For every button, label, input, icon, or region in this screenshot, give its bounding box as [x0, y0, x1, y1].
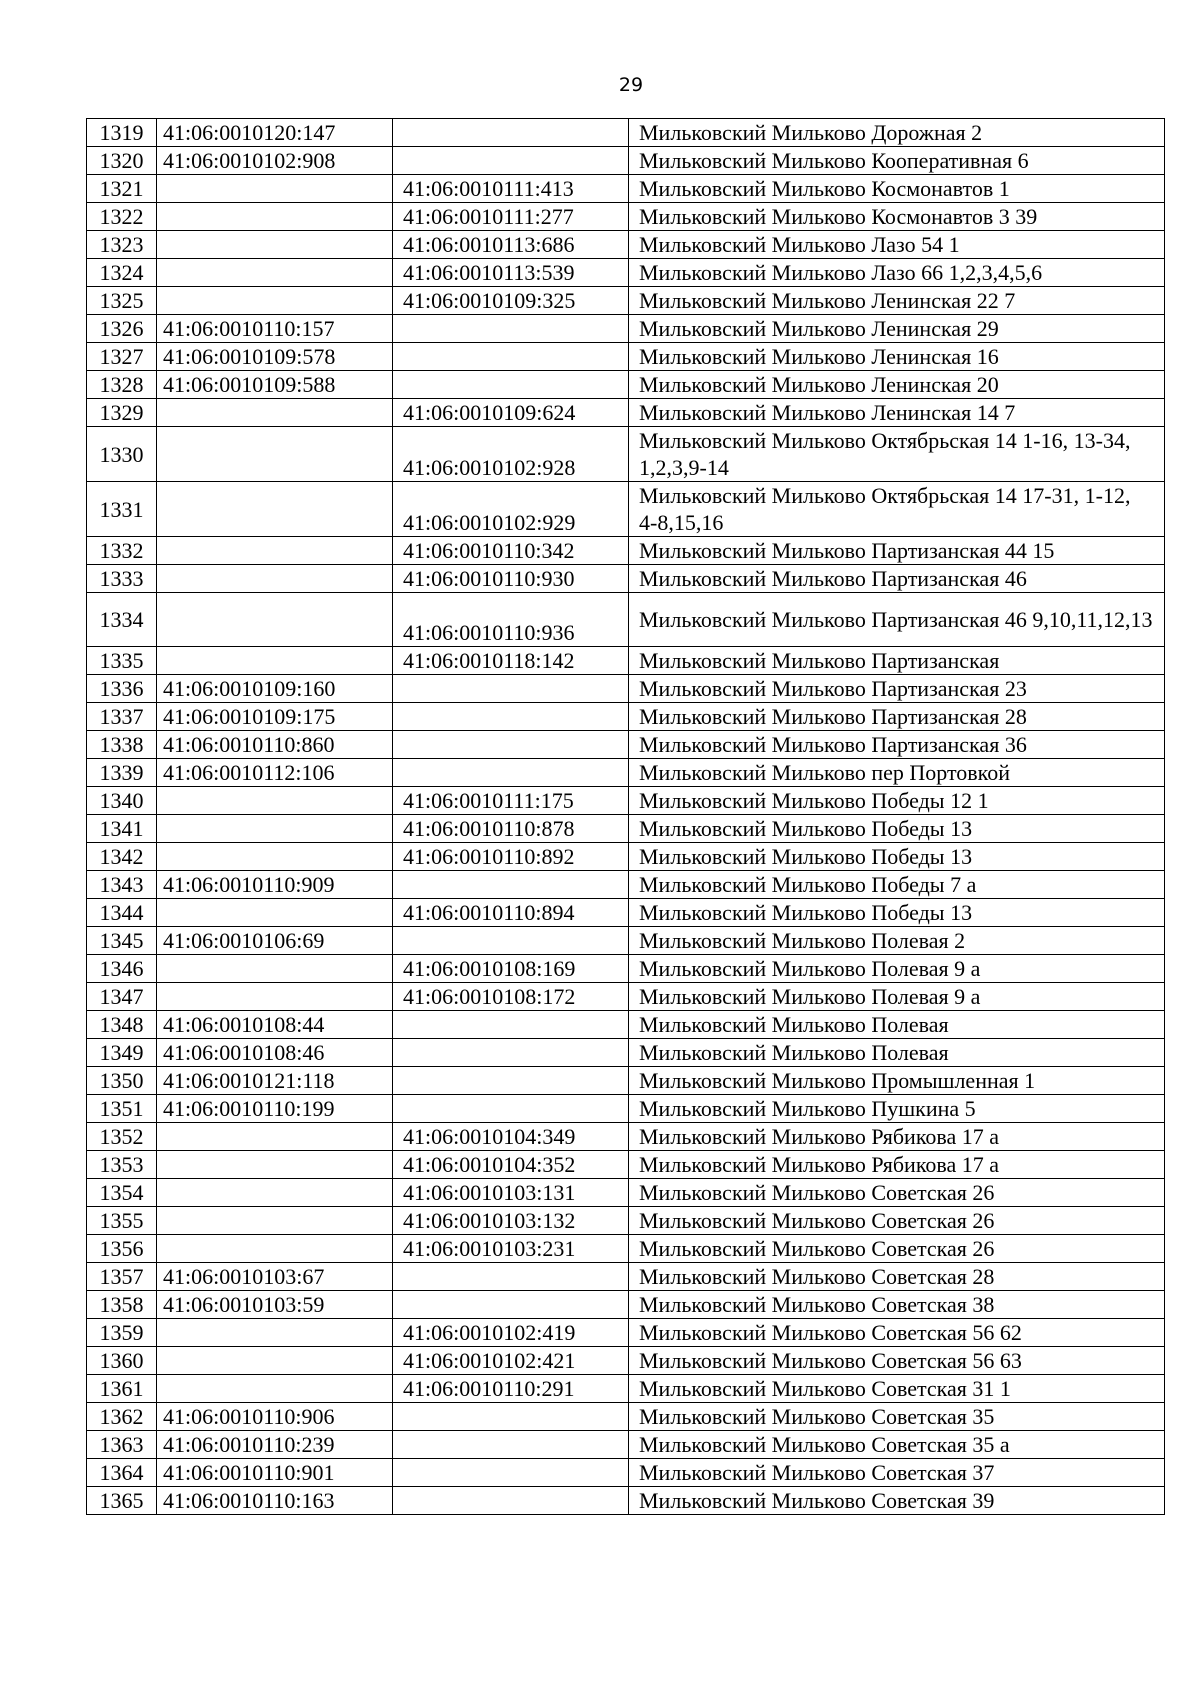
cadastral-number-cell — [157, 1319, 393, 1347]
cadastral-number-cell: 41:06:0010110:860 — [157, 731, 393, 759]
object-cadastral-number-cell: 41:06:0010109:624 — [393, 399, 629, 427]
row-number-cell: 1337 — [87, 703, 157, 731]
address-cell: Мильковский Мильково Лазо 54 1 — [629, 231, 1165, 259]
address-cell: Мильковский Мильково Ленинская 14 7 — [629, 399, 1165, 427]
object-cadastral-number-cell — [393, 1039, 629, 1067]
object-cadastral-number-cell: 41:06:0010110:936 — [393, 593, 629, 647]
row-number-cell: 1329 — [87, 399, 157, 427]
address-cell: Мильковский Мильково Ленинская 22 7 — [629, 287, 1165, 315]
address-cell: Мильковский Мильково Советская 56 62 — [629, 1319, 1165, 1347]
cadastral-number-cell: 41:06:0010110:239 — [157, 1431, 393, 1459]
table-row — [87, 1151, 1165, 1179]
row-number-cell: 1342 — [87, 843, 157, 871]
cadastral-number-cell: 41:06:0010110:906 — [157, 1403, 393, 1431]
object-cadastral-number-cell — [393, 1011, 629, 1039]
address-cell: Мильковский Мильково Партизанская 23 — [629, 675, 1165, 703]
address-cell: Мильковский Мильково Советская 37 — [629, 1459, 1165, 1487]
row-number-cell: 1364 — [87, 1459, 157, 1487]
row-number-cell: 1365 — [87, 1487, 157, 1515]
cadastral-number-cell — [157, 815, 393, 843]
table-row — [87, 899, 1165, 927]
address-cell: Мильковский Мильково Победы 13 — [629, 899, 1165, 927]
table-row — [87, 1067, 1165, 1095]
row-number-cell: 1345 — [87, 927, 157, 955]
table-row — [87, 343, 1165, 371]
object-cadastral-number-cell — [393, 1403, 629, 1431]
address-cell: Мильковский Мильково Победы 13 — [629, 815, 1165, 843]
object-cadastral-number-cell — [393, 675, 629, 703]
object-cadastral-number-cell — [393, 1431, 629, 1459]
cadastral-number-cell — [157, 593, 393, 647]
table-row — [87, 537, 1165, 565]
address-cell: Мильковский Мильково Космонавтов 1 — [629, 175, 1165, 203]
row-number-cell: 1357 — [87, 1263, 157, 1291]
table-row — [87, 759, 1165, 787]
cadastral-number-cell — [157, 1123, 393, 1151]
table-row — [87, 231, 1165, 259]
row-number-cell: 1323 — [87, 231, 157, 259]
address-cell: Мильковский Мильково Полевая — [629, 1011, 1165, 1039]
cadastral-number-cell — [157, 482, 393, 537]
row-number-cell: 1350 — [87, 1067, 157, 1095]
cadastral-number-cell — [157, 1347, 393, 1375]
row-number-cell: 1332 — [87, 537, 157, 565]
table-row — [87, 787, 1165, 815]
table-row — [87, 1179, 1165, 1207]
object-cadastral-number-cell — [393, 759, 629, 787]
object-cadastral-number-cell: 41:06:0010108:172 — [393, 983, 629, 1011]
row-number-cell: 1334 — [87, 593, 157, 647]
cadastral-number-cell: 41:06:0010112:106 — [157, 759, 393, 787]
row-number-cell: 1335 — [87, 647, 157, 675]
address-cell: Мильковский Мильково Ленинская 29 — [629, 315, 1165, 343]
registry-table — [86, 118, 1165, 1515]
cadastral-number-cell: 41:06:0010103:59 — [157, 1291, 393, 1319]
row-number-cell: 1363 — [87, 1431, 157, 1459]
table-row — [87, 815, 1165, 843]
address-cell: Мильковский Мильково Советская 26 — [629, 1235, 1165, 1263]
table-row — [87, 983, 1165, 1011]
table-row — [87, 1123, 1165, 1151]
table-row — [87, 1207, 1165, 1235]
object-cadastral-number-cell: 41:06:0010102:421 — [393, 1347, 629, 1375]
row-number-cell: 1322 — [87, 203, 157, 231]
object-cadastral-number-cell: 41:06:0010113:686 — [393, 231, 629, 259]
row-number-cell: 1336 — [87, 675, 157, 703]
object-cadastral-number-cell: 41:06:0010111:277 — [393, 203, 629, 231]
cadastral-number-cell — [157, 1235, 393, 1263]
object-cadastral-number-cell: 41:06:0010110:894 — [393, 899, 629, 927]
address-cell: Мильковский Мильково Рябикова 17 а — [629, 1123, 1165, 1151]
cadastral-number-cell: 41:06:0010108:46 — [157, 1039, 393, 1067]
table-row — [87, 731, 1165, 759]
table-row — [87, 1375, 1165, 1403]
address-cell: Мильковский Мильково Ленинская 20 — [629, 371, 1165, 399]
row-number-cell: 1330 — [87, 427, 157, 482]
table-row — [87, 593, 1165, 647]
object-cadastral-number-cell: 41:06:0010110:342 — [393, 537, 629, 565]
row-number-cell: 1358 — [87, 1291, 157, 1319]
cadastral-number-cell — [157, 1179, 393, 1207]
object-cadastral-number-cell — [393, 119, 629, 147]
table-row — [87, 1459, 1165, 1487]
table-row — [87, 1095, 1165, 1123]
address-cell: Мильковский Мильково Октябрьская 14 1-16, 13-34, 1,2,3,9-14 — [629, 427, 1165, 482]
address-cell: Мильковский Мильково Космонавтов 3 39 — [629, 203, 1165, 231]
table-row — [87, 1403, 1165, 1431]
address-cell: Мильковский Мильково Кооперативная 6 — [629, 147, 1165, 175]
cadastral-number-cell: 41:06:0010109:175 — [157, 703, 393, 731]
table-row — [87, 1235, 1165, 1263]
table-row — [87, 203, 1165, 231]
address-cell: Мильковский Мильково Партизанская 44 15 — [629, 537, 1165, 565]
cadastral-number-cell: 41:06:0010110:909 — [157, 871, 393, 899]
cadastral-number-cell — [157, 203, 393, 231]
cadastral-number-cell — [157, 565, 393, 593]
object-cadastral-number-cell — [393, 927, 629, 955]
cadastral-number-cell — [157, 843, 393, 871]
registry-table-body — [87, 119, 1165, 1515]
row-number-cell: 1338 — [87, 731, 157, 759]
address-cell: Мильковский Мильково Партизанская — [629, 647, 1165, 675]
address-cell: Мильковский Мильково Партизанская 28 — [629, 703, 1165, 731]
object-cadastral-number-cell: 41:06:0010103:231 — [393, 1235, 629, 1263]
row-number-cell: 1359 — [87, 1319, 157, 1347]
object-cadastral-number-cell: 41:06:0010113:539 — [393, 259, 629, 287]
row-number-cell: 1327 — [87, 343, 157, 371]
object-cadastral-number-cell — [393, 371, 629, 399]
cadastral-number-cell: 41:06:0010109:578 — [157, 343, 393, 371]
row-number-cell: 1319 — [87, 119, 157, 147]
cadastral-number-cell: 41:06:0010120:147 — [157, 119, 393, 147]
cadastral-number-cell — [157, 1207, 393, 1235]
table-row — [87, 1263, 1165, 1291]
address-cell: Мильковский Мильково Октябрьская 14 17-31, 1-12, 4-8,15,16 — [629, 482, 1165, 537]
object-cadastral-number-cell — [393, 731, 629, 759]
row-number-cell: 1340 — [87, 787, 157, 815]
table-row — [87, 399, 1165, 427]
cadastral-number-cell: 41:06:0010103:67 — [157, 1263, 393, 1291]
address-cell: Мильковский Мильково Лазо 66 1,2,3,4,5,6 — [629, 259, 1165, 287]
cadastral-number-cell — [157, 399, 393, 427]
object-cadastral-number-cell: 41:06:0010110:930 — [393, 565, 629, 593]
row-number-cell: 1361 — [87, 1375, 157, 1403]
cadastral-number-cell — [157, 231, 393, 259]
address-cell: Мильковский Мильково Советская 38 — [629, 1291, 1165, 1319]
row-number-cell: 1353 — [87, 1151, 157, 1179]
address-cell: Мильковский Мильково Победы 7 а — [629, 871, 1165, 899]
object-cadastral-number-cell: 41:06:0010104:349 — [393, 1123, 629, 1151]
table-row — [87, 287, 1165, 315]
table-row — [87, 371, 1165, 399]
cadastral-number-cell — [157, 647, 393, 675]
table-row — [87, 565, 1165, 593]
row-number-cell: 1343 — [87, 871, 157, 899]
address-cell: Мильковский Мильково Советская 26 — [629, 1207, 1165, 1235]
cadastral-number-cell — [157, 1151, 393, 1179]
page-number: 29 — [618, 74, 644, 96]
object-cadastral-number-cell — [393, 1067, 629, 1095]
address-cell: Мильковский Мильково Рябикова 17 а — [629, 1151, 1165, 1179]
table-row — [87, 427, 1165, 482]
address-cell: Мильковский Мильково Ленинская 16 — [629, 343, 1165, 371]
table-row — [87, 147, 1165, 175]
table-row — [87, 871, 1165, 899]
address-cell: Мильковский Мильково Победы 13 — [629, 843, 1165, 871]
object-cadastral-number-cell: 41:06:0010118:142 — [393, 647, 629, 675]
cadastral-number-cell: 41:06:0010110:157 — [157, 315, 393, 343]
address-cell: Мильковский Мильково Полевая 9 а — [629, 955, 1165, 983]
row-number-cell: 1344 — [87, 899, 157, 927]
address-cell: Мильковский Мильково Победы 12 1 — [629, 787, 1165, 815]
address-cell: Мильковский Мильково Советская 35 — [629, 1403, 1165, 1431]
object-cadastral-number-cell — [393, 1487, 629, 1515]
row-number-cell: 1326 — [87, 315, 157, 343]
cadastral-number-cell — [157, 787, 393, 815]
table-row — [87, 1319, 1165, 1347]
address-cell: Мильковский Мильково Полевая 9 а — [629, 983, 1165, 1011]
address-cell: Мильковский Мильково Дорожная 2 — [629, 119, 1165, 147]
table-row — [87, 259, 1165, 287]
address-cell: Мильковский Мильково Полевая — [629, 1039, 1165, 1067]
table-row — [87, 175, 1165, 203]
cadastral-number-cell — [157, 955, 393, 983]
cadastral-number-cell: 41:06:0010106:69 — [157, 927, 393, 955]
address-cell: Мильковский Мильково Советская 56 63 — [629, 1347, 1165, 1375]
row-number-cell: 1352 — [87, 1123, 157, 1151]
object-cadastral-number-cell: 41:06:0010102:928 — [393, 427, 629, 482]
object-cadastral-number-cell — [393, 315, 629, 343]
address-cell: Мильковский Мильково Партизанская 36 — [629, 731, 1165, 759]
cadastral-number-cell: 41:06:0010121:118 — [157, 1067, 393, 1095]
cadastral-number-cell: 41:06:0010110:901 — [157, 1459, 393, 1487]
row-number-cell: 1331 — [87, 482, 157, 537]
object-cadastral-number-cell: 41:06:0010110:878 — [393, 815, 629, 843]
table-row — [87, 843, 1165, 871]
cadastral-number-cell: 41:06:0010110:163 — [157, 1487, 393, 1515]
address-cell: Мильковский Мильково Партизанская 46 — [629, 565, 1165, 593]
cadastral-number-cell: 41:06:0010108:44 — [157, 1011, 393, 1039]
row-number-cell: 1349 — [87, 1039, 157, 1067]
object-cadastral-number-cell: 41:06:0010104:352 — [393, 1151, 629, 1179]
cadastral-number-cell: 41:06:0010109:588 — [157, 371, 393, 399]
table-row — [87, 647, 1165, 675]
table-row — [87, 1431, 1165, 1459]
cadastral-number-cell — [157, 983, 393, 1011]
row-number-cell: 1325 — [87, 287, 157, 315]
row-number-cell: 1339 — [87, 759, 157, 787]
address-cell: Мильковский Мильково Промышленная 1 — [629, 1067, 1165, 1095]
object-cadastral-number-cell: 41:06:0010103:131 — [393, 1179, 629, 1207]
address-cell: Мильковский Мильково пер Портовкой — [629, 759, 1165, 787]
object-cadastral-number-cell — [393, 1459, 629, 1487]
object-cadastral-number-cell: 41:06:0010108:169 — [393, 955, 629, 983]
row-number-cell: 1356 — [87, 1235, 157, 1263]
table-row — [87, 482, 1165, 537]
object-cadastral-number-cell — [393, 871, 629, 899]
cadastral-number-cell — [157, 287, 393, 315]
address-cell: Мильковский Мильково Пушкина 5 — [629, 1095, 1165, 1123]
cadastral-number-cell — [157, 259, 393, 287]
table-row — [87, 1011, 1165, 1039]
object-cadastral-number-cell: 41:06:0010102:929 — [393, 482, 629, 537]
cadastral-number-cell: 41:06:0010102:908 — [157, 147, 393, 175]
row-number-cell: 1320 — [87, 147, 157, 175]
object-cadastral-number-cell — [393, 343, 629, 371]
object-cadastral-number-cell — [393, 1263, 629, 1291]
table-row — [87, 703, 1165, 731]
row-number-cell: 1347 — [87, 983, 157, 1011]
table-row — [87, 1291, 1165, 1319]
row-number-cell: 1351 — [87, 1095, 157, 1123]
table-row — [87, 1487, 1165, 1515]
cadastral-number-cell — [157, 427, 393, 482]
address-cell: Мильковский Мильково Советская 35 а — [629, 1431, 1165, 1459]
table-row — [87, 1039, 1165, 1067]
table-row — [87, 1347, 1165, 1375]
table-row — [87, 119, 1165, 147]
cadastral-number-cell: 41:06:0010109:160 — [157, 675, 393, 703]
object-cadastral-number-cell — [393, 1095, 629, 1123]
object-cadastral-number-cell: 41:06:0010111:413 — [393, 175, 629, 203]
object-cadastral-number-cell: 41:06:0010109:325 — [393, 287, 629, 315]
object-cadastral-number-cell: 41:06:0010111:175 — [393, 787, 629, 815]
row-number-cell: 1333 — [87, 565, 157, 593]
object-cadastral-number-cell — [393, 1291, 629, 1319]
cadastral-number-cell — [157, 899, 393, 927]
object-cadastral-number-cell — [393, 147, 629, 175]
row-number-cell: 1360 — [87, 1347, 157, 1375]
row-number-cell: 1355 — [87, 1207, 157, 1235]
cadastral-number-cell — [157, 537, 393, 565]
table-row — [87, 927, 1165, 955]
cadastral-number-cell — [157, 1375, 393, 1403]
table-row — [87, 955, 1165, 983]
row-number-cell: 1328 — [87, 371, 157, 399]
object-cadastral-number-cell: 41:06:0010110:892 — [393, 843, 629, 871]
object-cadastral-number-cell: 41:06:0010102:419 — [393, 1319, 629, 1347]
cadastral-number-cell: 41:06:0010110:199 — [157, 1095, 393, 1123]
table-row — [87, 675, 1165, 703]
address-cell: Мильковский Мильково Советская 28 — [629, 1263, 1165, 1291]
row-number-cell: 1346 — [87, 955, 157, 983]
address-cell: Мильковский Мильково Полевая 2 — [629, 927, 1165, 955]
row-number-cell: 1324 — [87, 259, 157, 287]
row-number-cell: 1321 — [87, 175, 157, 203]
row-number-cell: 1354 — [87, 1179, 157, 1207]
address-cell: Мильковский Мильково Советская 26 — [629, 1179, 1165, 1207]
table-row — [87, 315, 1165, 343]
object-cadastral-number-cell: 41:06:0010103:132 — [393, 1207, 629, 1235]
address-cell: Мильковский Мильково Советская 31 1 — [629, 1375, 1165, 1403]
cadastral-number-cell — [157, 175, 393, 203]
object-cadastral-number-cell — [393, 703, 629, 731]
address-cell: Мильковский Мильково Партизанская 46 9,10,11,12,13 — [629, 593, 1165, 647]
row-number-cell: 1348 — [87, 1011, 157, 1039]
row-number-cell: 1362 — [87, 1403, 157, 1431]
row-number-cell: 1341 — [87, 815, 157, 843]
object-cadastral-number-cell: 41:06:0010110:291 — [393, 1375, 629, 1403]
address-cell: Мильковский Мильково Советская 39 — [629, 1487, 1165, 1515]
